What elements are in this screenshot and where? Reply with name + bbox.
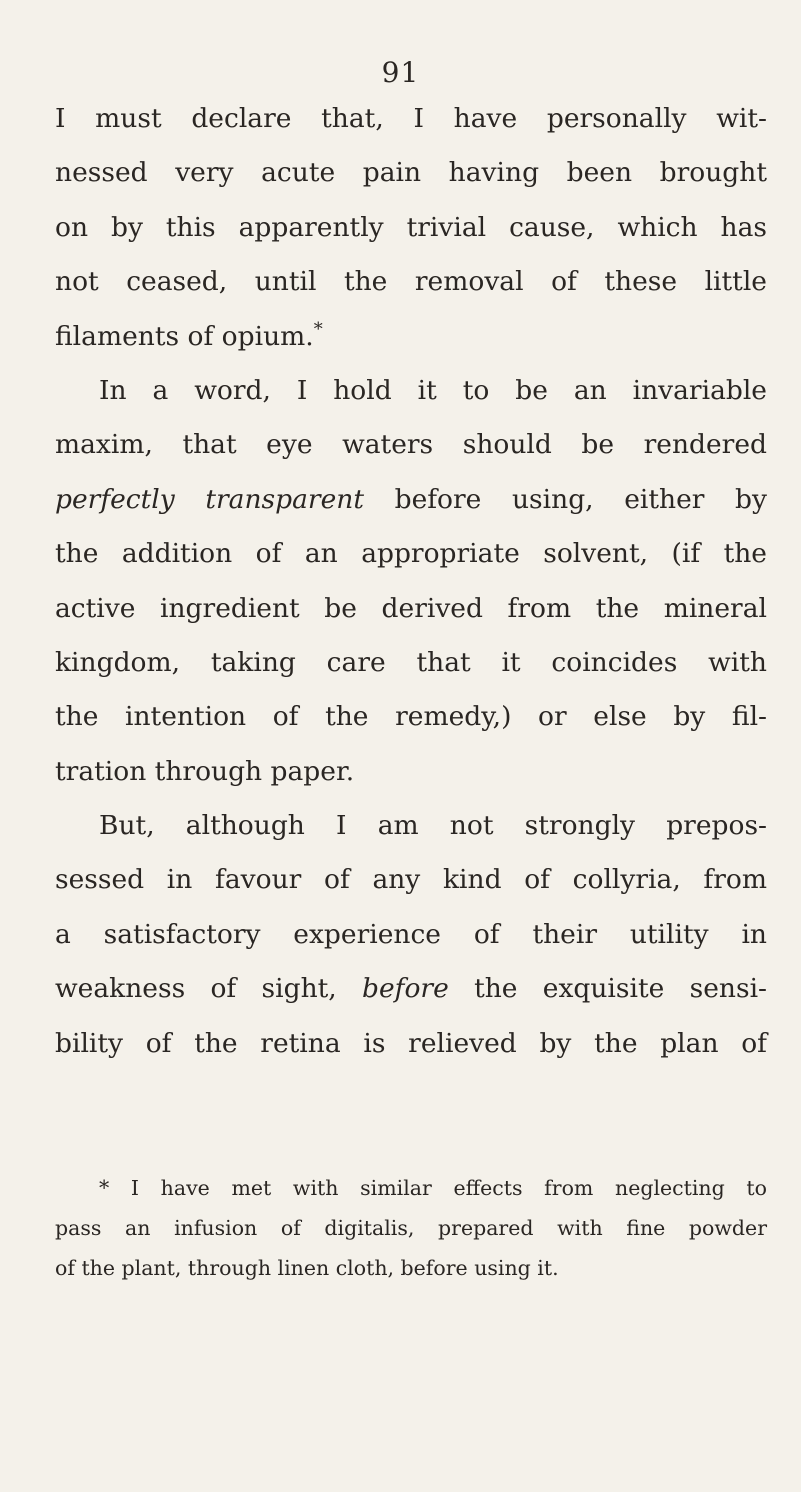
body-line-text: before using, either by	[363, 483, 767, 515]
body-line: not ceased, until the removal of these little	[55, 266, 767, 298]
body-line: In a word, I hold it to be an invariable	[99, 374, 767, 406]
body-line: bility of the retina is relieved by the plan of	[55, 1027, 767, 1059]
body-line: I must declare that, I have personally wit-	[55, 103, 767, 134]
body-line: the addition of an appropriate solvent, (if the	[55, 538, 767, 570]
footnote-reference: *	[313, 318, 323, 340]
footnote-line: pass an infusion of digitalis, prepared with fine powder	[55, 1216, 767, 1240]
body-line: a satisfactory experience of their utility in	[55, 918, 767, 950]
body-text	[55, 92, 767, 1071]
body-line: But, although I am not strongly prepos-	[99, 810, 767, 842]
body-line: kingdom, taking care that it coincides with	[55, 646, 767, 678]
body-line-text: filaments of opium.	[55, 320, 314, 352]
footnote-line-text: I have met with similar effects from neglecting to	[109, 1176, 767, 1200]
body-line: nessed very acute pain having been brought	[55, 157, 767, 189]
body-line: sessed in favour of any kind of collyria, from	[55, 864, 767, 896]
italic-phrase: perfectly transparent	[55, 483, 364, 515]
body-line: on by this apparently trivial cause, which has	[55, 211, 767, 243]
body-line-text: weakness of sight,	[55, 973, 363, 1005]
body-line: active ingredient be derived from the mineral	[55, 592, 767, 624]
italic-phrase: before	[362, 973, 449, 1005]
body-line: maxim, that eye waters should be rendered	[55, 429, 767, 461]
footnote-marker: *	[99, 1176, 110, 1200]
body-line: the intention of the remedy,) or else by fil-	[55, 701, 767, 733]
footnote-line: of the plant, through linen cloth, before using it.	[55, 1256, 559, 1280]
footnote-line	[55, 1168, 767, 1208]
body-line	[55, 962, 767, 1016]
body-line	[55, 310, 767, 364]
body-line-text: the exquisite sensi-	[448, 973, 767, 1005]
body-line	[55, 473, 767, 527]
page-number: 91	[381, 56, 420, 89]
body-line: tration through paper.	[55, 755, 355, 787]
footnote	[55, 1168, 767, 1288]
